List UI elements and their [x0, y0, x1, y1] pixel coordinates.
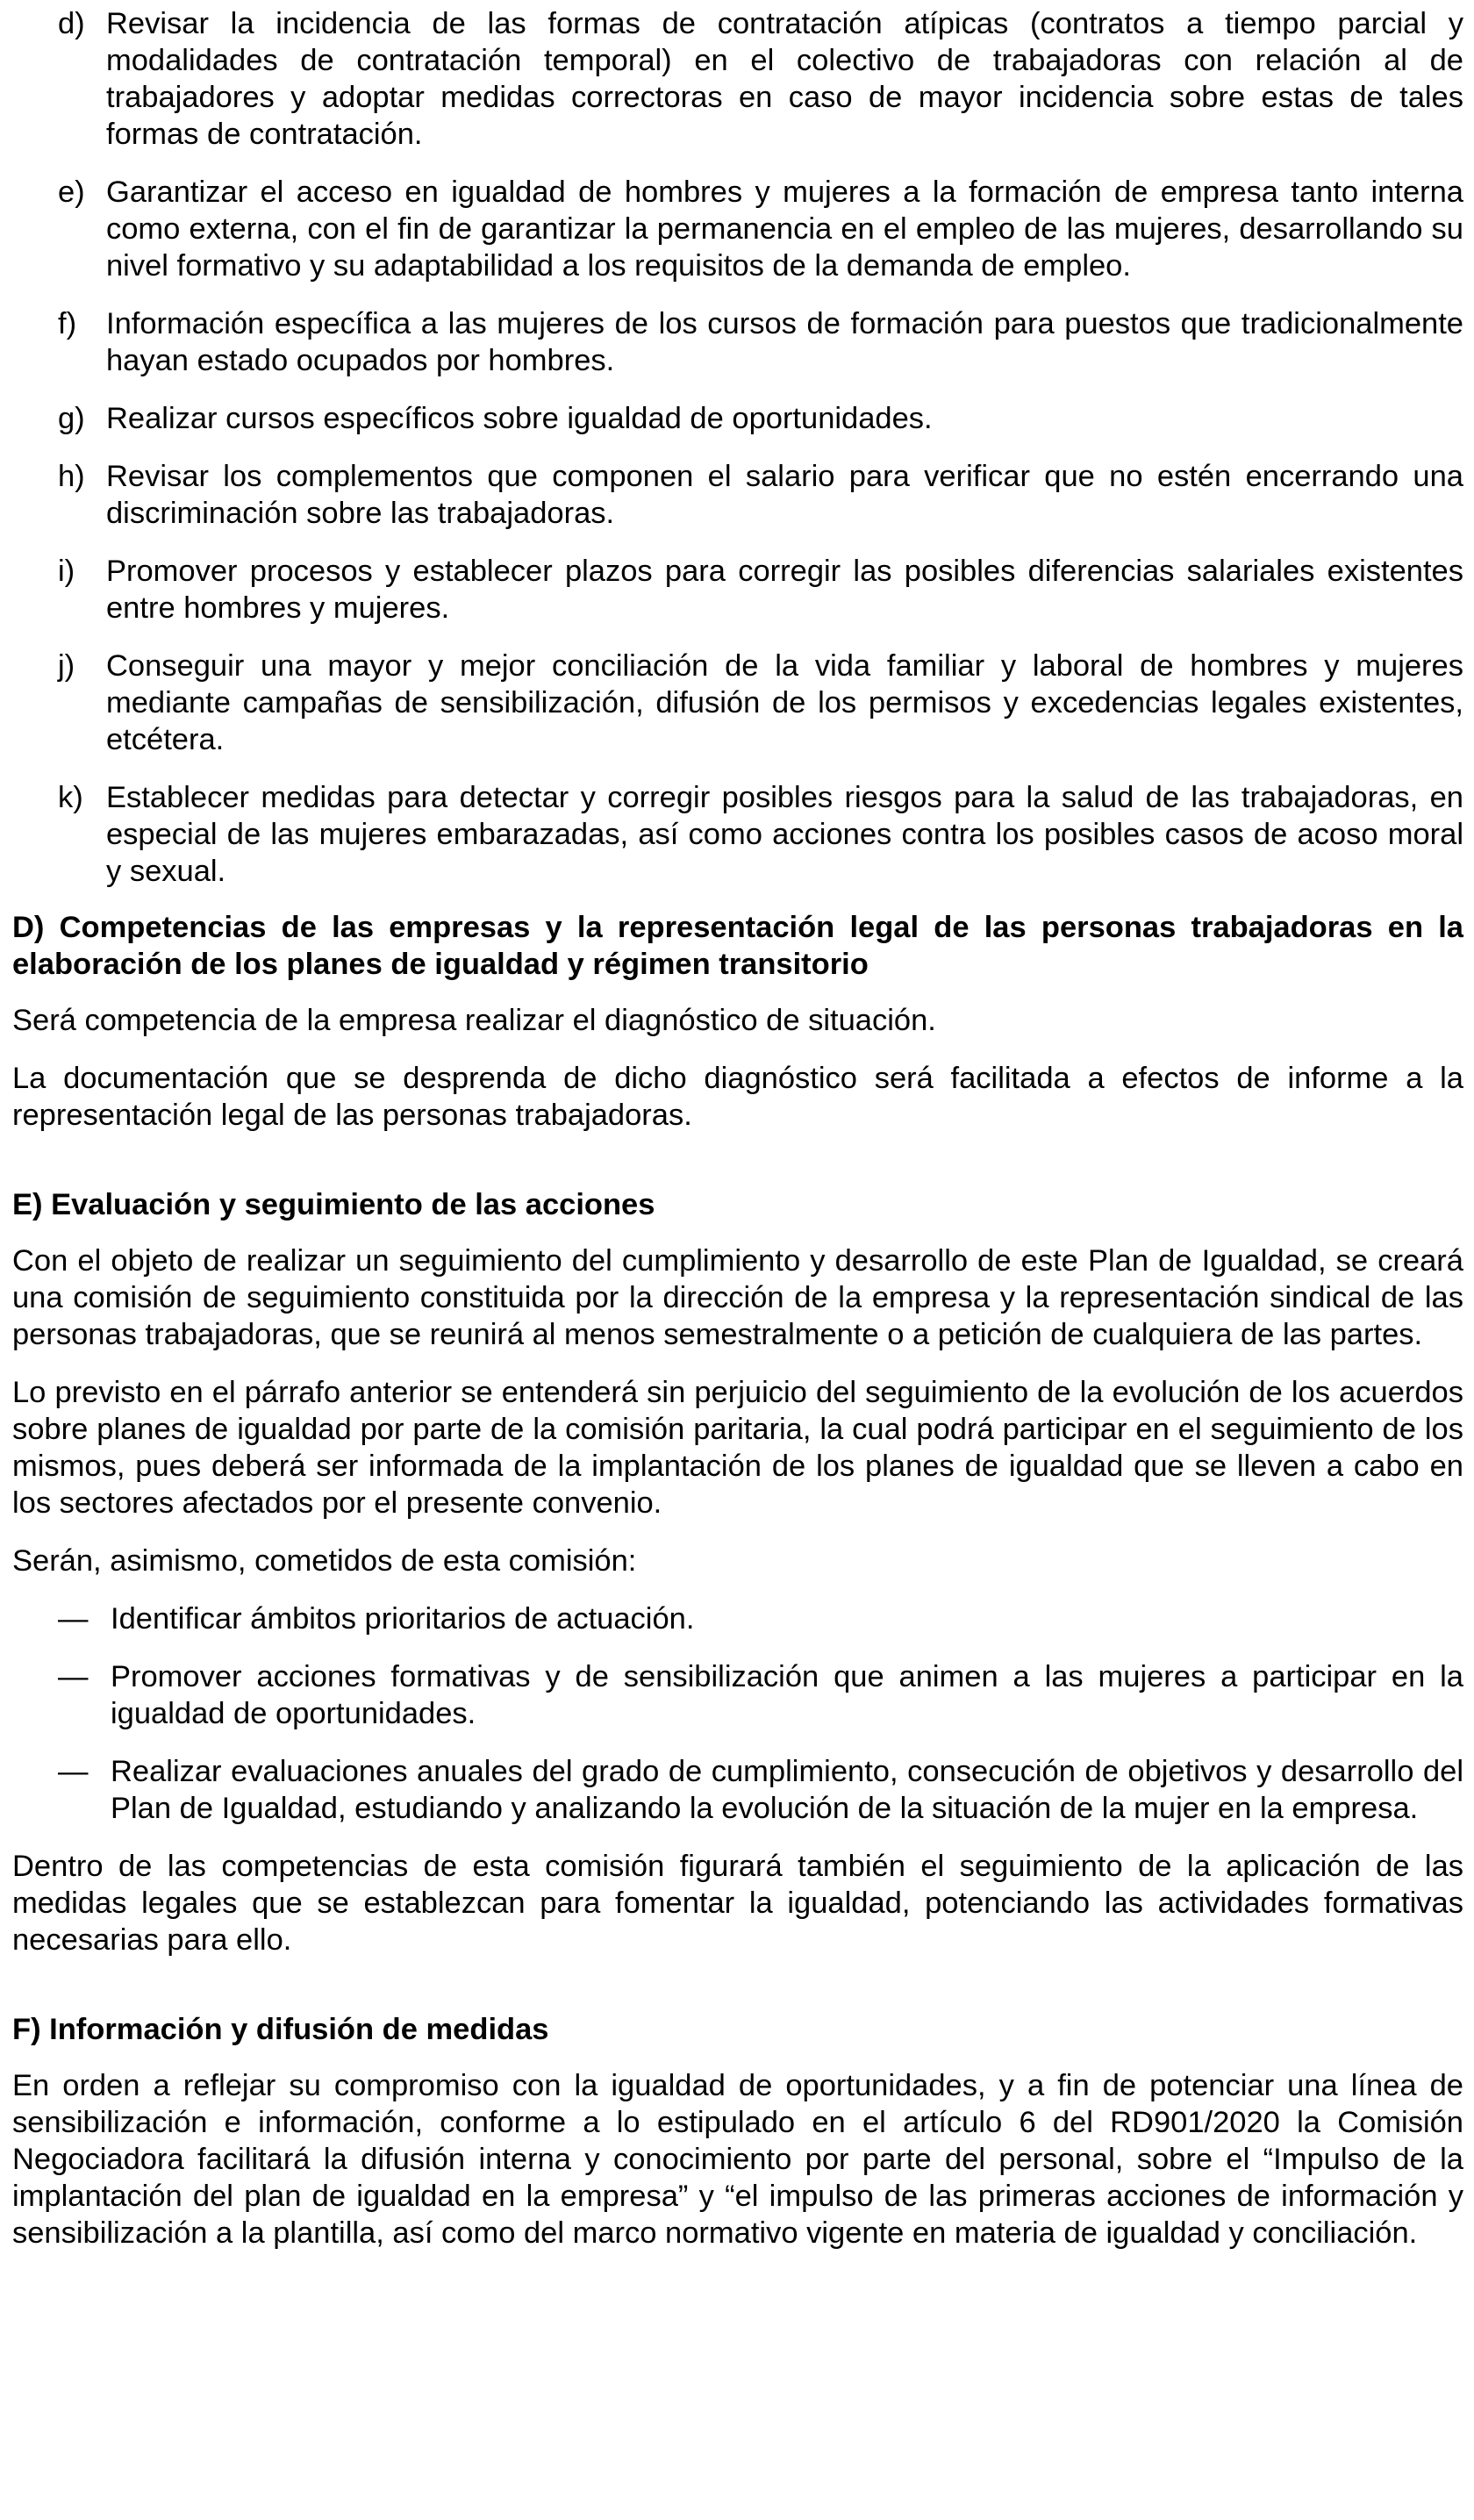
list-item — [12, 553, 1463, 626]
list-marker: f) — [58, 307, 77, 340]
section-d-paragraph: Será competencia de la empresa realizar el diagnóstico de situación. — [12, 1004, 936, 1037]
measures-list — [12, 5, 1463, 890]
list-item-text: Realizar evaluaciones anuales del grado de cumplimiento, consecución de objetivos y desarrollo del Plan de Igualdad, estudiando y analizando la evolución de la situación de la mujer en la empresa. — [111, 1755, 1463, 1825]
list-marker: d) — [58, 7, 85, 40]
list-item — [12, 779, 1463, 890]
list-item-text: Promover procesos y establecer plazos para corregir las posibles diferencias salariales existentes entre hombres y mujeres. — [106, 555, 1463, 625]
list-item-text: Identificar ámbitos prioritarios de actuación. — [111, 1602, 695, 1636]
section-e-heading: E) Evaluación y seguimiento de las acciones — [12, 1188, 655, 1221]
list-item — [12, 648, 1463, 758]
list-item-text: Promover acciones formativas y de sensibilización que animen a las mujeres a participar en la igualdad de oportunidades. — [111, 1660, 1463, 1730]
list-marker: — — [58, 1602, 89, 1636]
list-item — [12, 1658, 1463, 1732]
section-e-paragraph: Serán, asimismo, cometidos de esta comisión: — [12, 1544, 637, 1578]
section-e-paragraph: Lo previsto en el párrafo anterior se entenderá sin perjuicio del seguimiento de la evolución de los acuerdos sobre planes de igualdad por parte de la comisión paritaria, la cual podrá participar en el seguimiento de los mismos, pues deberá ser informada de la implantación de los planes de igualdad que se lleven a cabo en los sectores afectados por el presente convenio. — [12, 1376, 1463, 1520]
list-item — [12, 305, 1463, 379]
list-item-text: Información específica a las mujeres de los cursos de formación para puestos que tradicionalmente hayan estado ocupados por hombres. — [106, 307, 1463, 377]
document-page — [12, 5, 1463, 2273]
section-d-heading: D) Competencias de las empresas y la representación legal de las personas trabajadoras en la elaboración de los planes de igualdad y régimen transitorio — [12, 911, 1463, 981]
list-item — [12, 458, 1463, 532]
list-marker: — — [58, 1755, 89, 1788]
list-item — [12, 174, 1463, 284]
list-item-text: Revisar la incidencia de las formas de contratación atípicas (contratos a tiempo parcial y modalidades de contratación temporal) en el colectivo de trabajadoras con relación al de trabajadores y adoptar medidas correctoras en caso de mayor incidencia sobre estas de tales formas de contratación. — [106, 7, 1463, 151]
list-item — [12, 1600, 1463, 1637]
list-marker: g) — [58, 402, 85, 435]
list-item — [12, 400, 1463, 437]
list-marker: e) — [58, 175, 85, 209]
commission-duties-list — [12, 1600, 1463, 1827]
list-marker: j) — [58, 649, 75, 683]
list-marker: h) — [58, 460, 85, 493]
list-marker: i) — [58, 555, 75, 588]
section-e-closing: Dentro de las competencias de esta comisión figurará también el seguimiento de la aplicación de las medidas legales que se establezcan para fomentar la igualdad, potenciando las actividades formativas necesarias para ello. — [12, 1850, 1463, 1957]
list-item-text: Revisar los complementos que componen el salario para verificar que no estén encerrando una discriminación sobre las trabajadoras. — [106, 460, 1463, 530]
list-item-text: Conseguir una mayor y mejor conciliación de la vida familiar y laboral de hombres y mujeres mediante campañas de sensibilización, difusión de los permisos y excedencias legales existentes, etcétera. — [106, 649, 1463, 756]
list-item — [12, 5, 1463, 153]
list-marker: — — [58, 1660, 89, 1693]
section-d-paragraph: La documentación que se desprenda de dicho diagnóstico será facilitada a efectos de informe a la representación legal de las personas trabajadoras. — [12, 1062, 1463, 1132]
list-item — [12, 1753, 1463, 1827]
list-item-text: Garantizar el acceso en igualdad de hombres y mujeres a la formación de empresa tanto interna como externa, con el fin de garantizar la permanencia en el empleo de las mujeres, desarrollando su nivel formativo y su adaptabilidad a los requisitos de la demanda de empleo. — [106, 175, 1463, 283]
section-e-paragraph: Con el objeto de realizar un seguimiento del cumplimiento y desarrollo de este Plan de Igualdad, se creará una comisión de seguimiento constituida por la dirección de la empresa y la representación sindical de las personas trabajadoras, que se reunirá al menos semestralmente o a petición de cualquiera de las partes. — [12, 1244, 1463, 1351]
section-f-paragraph: En orden a reflejar su compromiso con la igualdad de oportunidades, y a fin de potenciar una línea de sensibilización e información, conforme a lo estipulado en el artículo 6 del RD901/2020 la Comisión Negociadora facilitará la difusión interna y conocimiento por parte del personal, sobre el “Impulso de la implantación del plan de igualdad en la empresa” y “el impulso de las primeras acciones de información y sensibilización a la plantilla, así como del marco normativo vigente en materia de igualdad y conciliación. — [12, 2069, 1463, 2250]
list-marker: k) — [58, 781, 83, 814]
list-item-text: Realizar cursos específicos sobre igualdad de oportunidades. — [106, 402, 933, 435]
list-item-text: Establecer medidas para detectar y corregir posibles riesgos para la salud de las trabajadoras, en especial de las mujeres embarazadas, así como acciones contra los posibles casos de acoso moral y sexual. — [106, 781, 1463, 888]
section-f-heading: F) Información y difusión de medidas — [12, 2013, 549, 2046]
